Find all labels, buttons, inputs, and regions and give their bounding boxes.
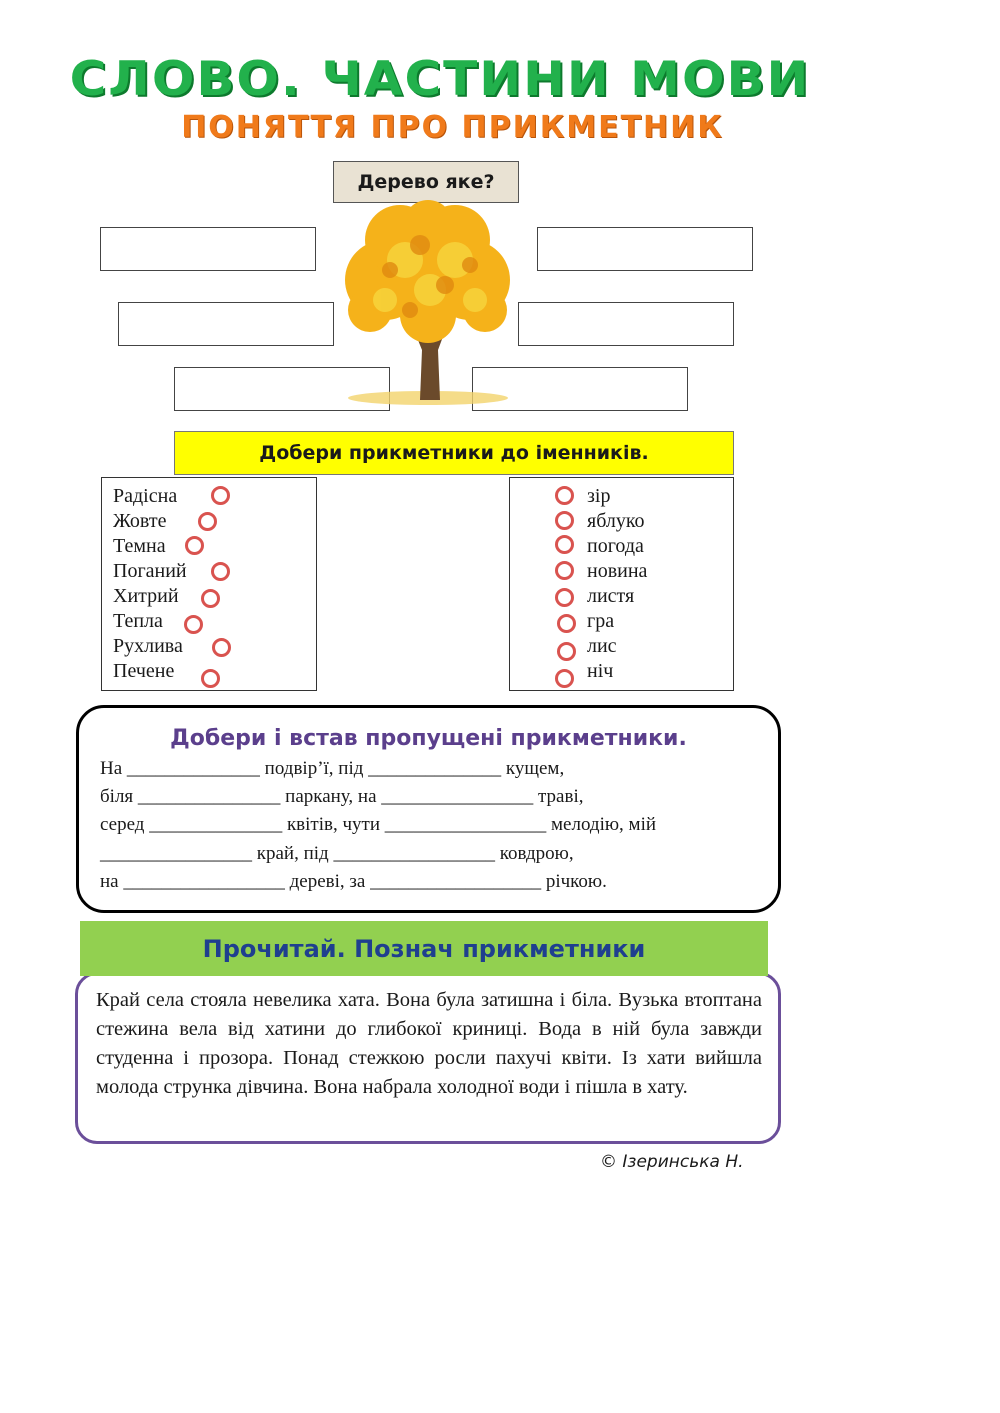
match-dot[interactable] [201, 669, 220, 688]
noun-word: зір [587, 485, 611, 507]
noun-word: ніч [587, 660, 614, 682]
tree-answer-box-2[interactable] [537, 227, 753, 271]
match-dot[interactable] [555, 486, 574, 505]
match-dot[interactable] [212, 638, 231, 657]
adjective-word: Тепла [113, 610, 163, 632]
reading-instruction: Прочитай. Познач прикметники [80, 921, 768, 976]
fill-in-title: Добери і встав пропущені прикметники. [170, 726, 687, 751]
noun-word: погода [587, 535, 644, 557]
noun-word: листя [587, 585, 635, 607]
noun-word: новина [587, 560, 648, 582]
match-dot[interactable] [555, 588, 574, 607]
match-dot[interactable] [211, 562, 230, 581]
tree-answer-box-1[interactable] [100, 227, 316, 271]
fill-in-line[interactable]: ________________ край, під _________________ ковдрою, [100, 843, 574, 864]
fill-in-line[interactable]: на _________________ дереві, за __________________ річкою. [100, 871, 607, 892]
adjective-word: Темна [113, 535, 166, 557]
noun-word: лис [587, 635, 617, 657]
match-dot[interactable] [557, 642, 576, 661]
noun-word: яблуко [587, 510, 645, 532]
page-title: СЛОВО. ЧАСТИНИ МОВИ [69, 51, 811, 107]
matching-instruction: Добери прикметники до іменників. [174, 431, 734, 475]
adjective-list [101, 477, 317, 691]
match-dot[interactable] [555, 535, 574, 554]
adjective-word: Жовте [113, 510, 167, 532]
adjective-word: Печене [113, 660, 175, 682]
tree-answer-box-3[interactable] [118, 302, 334, 346]
adjective-word: Хитрий [113, 585, 179, 607]
tree-question-label: Дерево яке? [333, 161, 519, 203]
noun-word: гра [587, 610, 615, 632]
fill-in-line[interactable]: На ______________ подвір’ї, під ______________ кущем, [100, 758, 565, 779]
autumn-tree-image [330, 200, 526, 414]
match-dot[interactable] [555, 511, 574, 530]
match-dot[interactable] [201, 589, 220, 608]
page-subtitle: ПОНЯТТЯ ПРО ПРИКМЕТНИК [181, 110, 724, 145]
match-dot[interactable] [555, 669, 574, 688]
match-dot[interactable] [555, 561, 574, 580]
match-dot[interactable] [557, 614, 576, 633]
author-credit: © Ізеринська Н. [600, 1152, 744, 1172]
noun-list [509, 477, 734, 691]
fill-in-line[interactable]: серед ______________ квітів, чути _________________ мелодію, мій [100, 814, 657, 835]
adjective-word: Поганий [113, 560, 187, 582]
match-dot[interactable] [211, 486, 230, 505]
tree-answer-box-4[interactable] [518, 302, 734, 346]
match-dot[interactable] [198, 512, 217, 531]
adjective-word: Радісна [113, 485, 178, 507]
adjective-word: Рухлива [113, 635, 183, 657]
match-dot[interactable] [185, 536, 204, 555]
reading-text[interactable]: Край села стояла невелика хата. Вона була затишна і біла. Вузька втоптана стежина вела від хатини до глибокої криниці. Вода в ній була завжди студенна і прозора. Понад стежкою росли пахучі квіти. Із хати вийшла молода струнка дівчина. Вона набрала холодної води і пішла в хату. [96, 989, 762, 1098]
fill-in-line[interactable]: біля _______________ паркану, на ________________ траві, [100, 786, 584, 807]
match-dot[interactable] [184, 615, 203, 634]
